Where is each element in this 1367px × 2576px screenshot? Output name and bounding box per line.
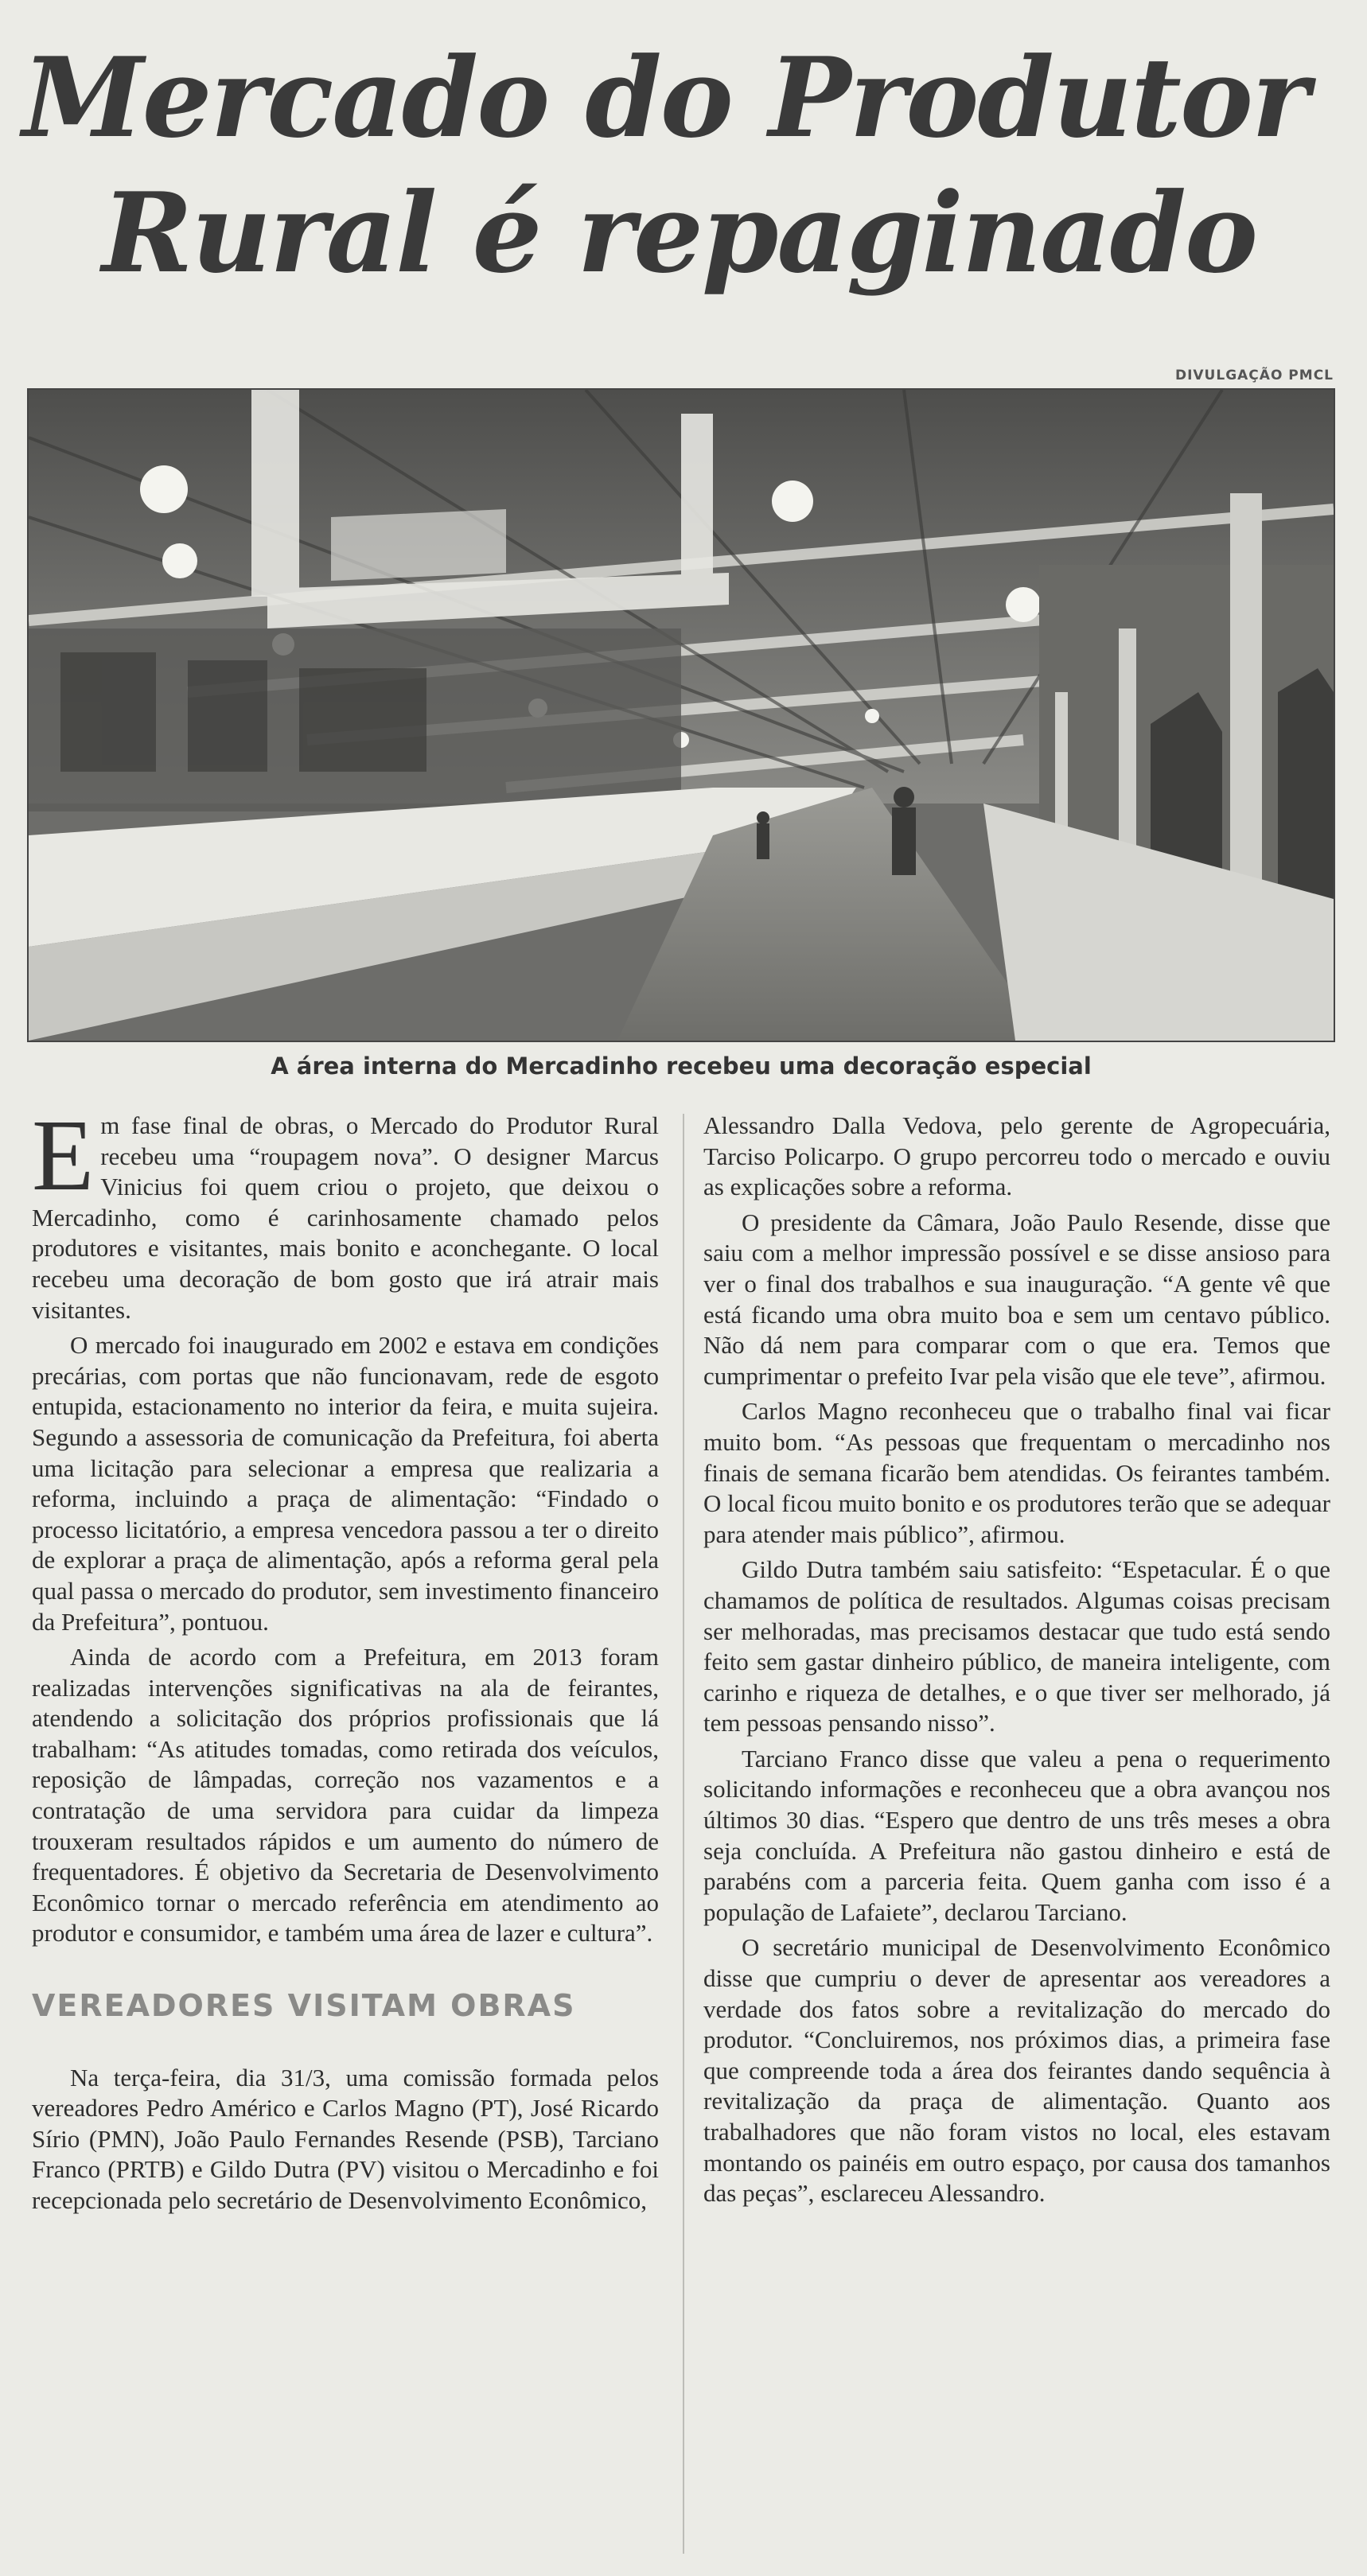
paragraph-7: Carlos Magno reconheceu que o trabalho final vai ficar muito bom. “As pessoas que frequentam o mercadinho nos finais de semana ficarão bem atendidas. Os feirantes também. O local ficou muito bonito e os produtores terão que se adequar para atender mais público”, afirmou. (703, 1397, 1330, 1548)
left-column (32, 1099, 659, 2221)
headline-line-1: Mercado do Produtor (22, 33, 1308, 162)
paragraph-3: Ainda de acordo com a Prefeitura, em 2013 foram realizadas intervenções significativas na ala de feirantes, atendendo a solicitação dos próprios profissionais que lá trabalham: “As atitudes tomadas, como retirada dos veículos, reposição de lâmpadas, correção nos vazamentos e a contratação de uma servidora para cuidar da limpeza trouxeram resultados rápidos e um aumento do número de frequentadores. É objetivo da Secretaria de Desenvolvimento Econômico tornar o mercado referência em atendimento ao produtor e consumidor, e também uma área de lazer e cultura”. (32, 1643, 659, 1948)
paragraph-6: O presidente da Câmara, João Paulo Resende, disse que saiu com a melhor impressão possível e se disse ansioso para ver o final dos trabalhos e sua inauguração. “A gente vê que está ficando uma obra muito boa e sem um centavo público. Não dá nem para comparar com o que era. Temos que cumprimentar o prefeito Ivar pela visão que ele teve”, afirmou. (703, 1208, 1330, 1390)
paragraph-1-text: m fase final de obras, o Mercado do Produtor Rural recebeu uma “roupagem nova”. O designer Marcus Vinicius foi quem criou o projeto, que deixou o Mercadinho, como é carinhosamente chamado pelos produtores e visitantes, mais bonito e aconchegante. O local recebeu uma decoração de bom gosto que irá atrair mais visitantes. (32, 1111, 659, 1324)
subheading: VEREADORES VISITAM OBRAS (32, 1988, 576, 2024)
photo-caption: A área interna do Mercadinho recebeu uma decoração especial (271, 1053, 1092, 1080)
right-column (703, 1111, 1330, 2214)
headline (22, 30, 1351, 301)
paragraph-1 (32, 1099, 659, 1325)
paragraph-8: Gildo Dutra também saiu satisfeito: “Espetacular. É o que chamamos de política de resultados. Algumas coisas precisam ser melhoradas, mas precisamos destacar que tudo está sendo feito sem gastar dinheiro público, de maneira inteligente, com carinho e riqueza de detalhes, e o que tiver ser melhorado, já tem pessoas pensando nisso”. (703, 1555, 1330, 1737)
photo-credit: DIVULGAÇÃO PMCL (1174, 368, 1334, 383)
photo-illustration (29, 390, 1334, 1041)
column-divider (683, 1114, 684, 2554)
paragraph-4: Na terça-feira, dia 31/3, uma comissão formada pelos vereadores Pedro Américo e Carlos Magno (PT), José Ricardo Sírio (PMN), João Paulo Fernandes Resende (PSB), Tarciano Franco (PRTB) e Gildo Dutra (PV) visitou o Mercadinho e foi recepcionada pelo secretário de Desenvolvimento Econômico, (32, 2063, 659, 2214)
paragraph-2: O mercado foi inaugurado em 2002 e estava em condições precárias, com portas que não funcionavam, rede de esgoto entupida, estacionamento no interior da feira, e muita sujeira. Segundo a assessoria de comunicação da Prefeitura, foi aberta uma licitação para selecionar a empresa que realizaria a reforma, incluindo a praça de alimentação: “Findado o processo licitatório, a empresa vencedora passou a ter o direito de explorar a praça de alimentação, após a reforma geral pela qual passa o mercado do produtor, sem investimento financeiro da Prefeitura”, pontuou. (32, 1331, 659, 1636)
paragraph-10: O secretário municipal de Desenvolvimento Econômico disse que cumpriu o dever de apresentar aos vereadores a verdade dos fatos sobre a revitalização do mercado do produtor. “Concluiremos, nos próximos dias, a primeira fase que compreende toda a área dos feirantes dando sequência à revitalização da praça de alimentação. Quanto aos trabalhadores que não foram vistos no local, eles estavam montando os painéis em outro espaço, por causa dos tamanhos das peças”, esclareceu Alessandro. (703, 1933, 1330, 2208)
dropcap: E (32, 1099, 95, 1212)
paragraph-5: Alessandro Dalla Vedova, pelo gerente de Agropecuária, Tarciso Policarpo. O grupo percorreu todo o mercado e ouviu as explicações sobre a reforma. (703, 1111, 1330, 1201)
headline-line-2: Rural é repaginado (102, 168, 1257, 298)
market-interior-photo (27, 388, 1335, 1042)
paragraph-9: Tarciano Franco disse que valeu a pena o requerimento solicitando informações e reconheceu que a obra avançou nos últimos 30 dias. “Espero que dentro de uns três meses a obra seja concluída. A Prefeitura não gastou dinheiro e está de parabéns com a parceria feita. Quem ganha com isso é a população de Lafaiete”, declarou Tarciano. (703, 1744, 1330, 1926)
